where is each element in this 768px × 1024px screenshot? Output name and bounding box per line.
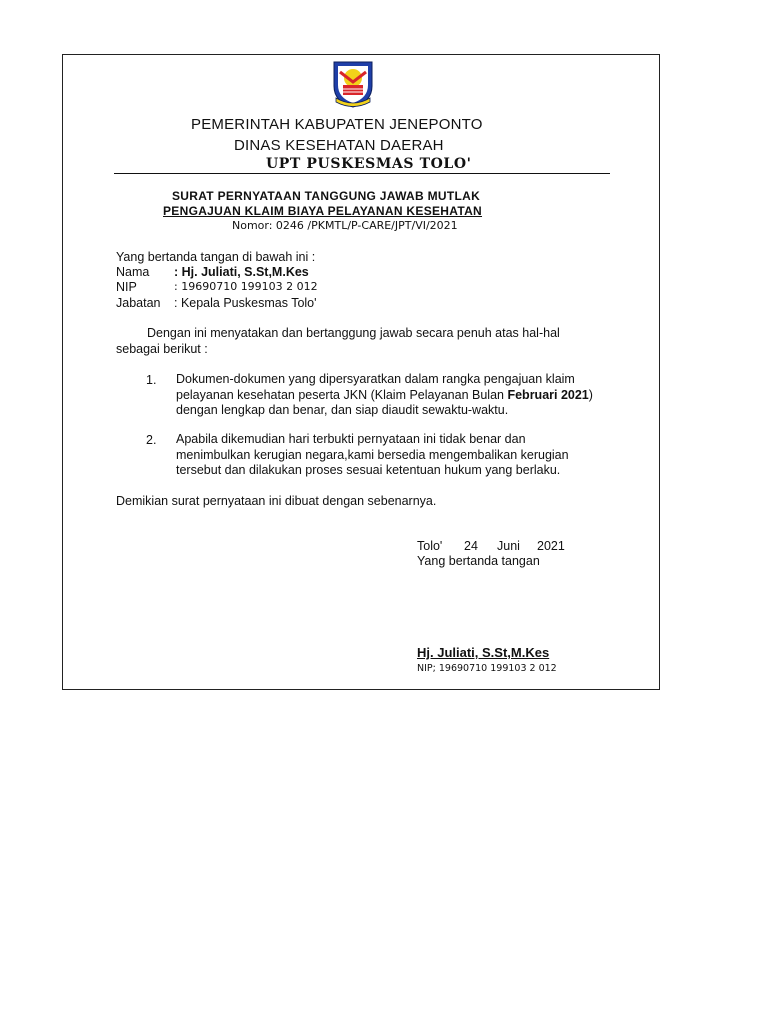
item-1-line-2-text: pelayanan kesehatan peserta JKN (Klaim Pelayanan Bulan	[176, 387, 508, 402]
document-title: SURAT PERNYATAAN TANGGUNG JAWAB MUTLAK	[172, 189, 481, 203]
document-number: Nomor: 0246 /PKMTL/P-CARE/JPT/VI/2021	[232, 219, 458, 232]
name-label: Nama	[116, 265, 150, 279]
sign-caption: Yang bertanda tangan	[417, 554, 540, 568]
name-value: : Hj. Juliati, S.St,M.Kes	[174, 265, 309, 279]
item-1-period: Februari 2021	[507, 387, 589, 402]
document-subtitle: PENGAJUAN KLAIM BIAYA PELAYANAN KESEHATAN	[163, 204, 483, 218]
signer-nip: NIP; 19690710 199103 2 012	[417, 663, 557, 674]
header-divider	[114, 173, 610, 174]
item-1-line-1: Dokumen-dokumen yang dipersyaratkan dalam rangka pengajuan klaim	[176, 372, 575, 386]
nip-label: NIP	[116, 280, 137, 294]
position-label: Jabatan	[116, 296, 161, 310]
signer-name: Hj. Juliati, S.St,M.Kes	[417, 645, 550, 660]
closing-text: Demikian surat pernyataan ini dibuat dengan sebenarnya.	[116, 494, 437, 508]
item-2-text	[176, 432, 569, 479]
item-1-line-2-end: )	[588, 387, 593, 402]
item-1-text	[176, 372, 593, 419]
header-department: DINAS KESEHATAN DAERAH	[234, 137, 444, 154]
sign-place: Tolo'	[417, 539, 443, 553]
item-2-line-3: tersebut dan dilakukan proses sesuai ketentuan hukum yang berlaku.	[176, 463, 561, 477]
statement-line-2: sebagai berikut :	[116, 342, 208, 356]
nip-value: : 19690710 199103 2 012	[174, 280, 318, 293]
intro-text: Yang bertanda tangan di bawah ini :	[116, 250, 316, 264]
position-value: : Kepala Puskesmas Tolo'	[174, 296, 317, 310]
item-2-line-1: Apabila dikemudian hari terbukti pernyataan ini tidak benar dan	[176, 432, 526, 446]
item-2-number: 2.	[146, 433, 157, 447]
sign-year: 2021	[537, 539, 565, 553]
header-unit: UPT PUSKESMAS TOLO'	[266, 156, 472, 172]
header-government: PEMERINTAH KABUPATEN JENEPONTO	[191, 116, 483, 133]
item-1-line-2	[176, 388, 593, 404]
jeneponto-emblem-icon	[330, 58, 376, 108]
sign-day: 24	[464, 539, 478, 553]
item-1-line-3: dengan lengkap dan benar, dan siap diaudit sewaktu-waktu.	[176, 403, 509, 417]
item-2-line-2: menimbulkan kerugian negara,kami bersedia mengembalikan kerugian	[176, 447, 569, 462]
sign-month: Juni	[497, 539, 520, 553]
statement-line-1: Dengan ini menyatakan dan bertanggung jawab secara penuh atas hal-hal	[147, 326, 560, 340]
item-1-number: 1.	[146, 373, 157, 387]
